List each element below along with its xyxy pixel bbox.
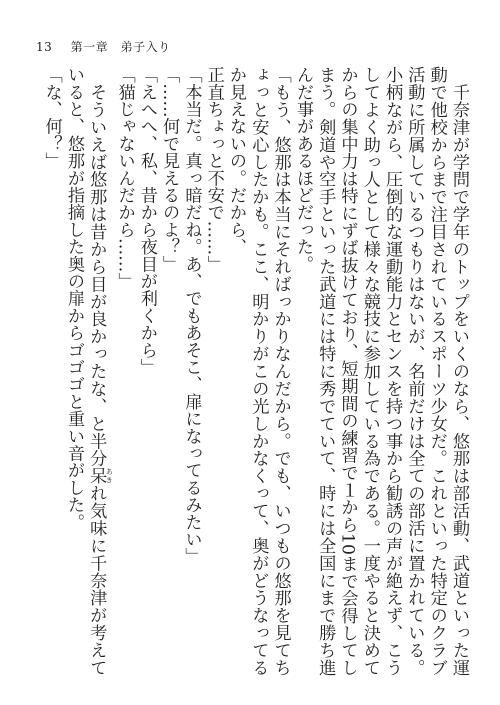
paragraph-dialogue-1-cont: 正直ちょっと不安で……」 — [203, 66, 224, 273]
paragraph-dialogue-1: 「もう、悠那は本当にそればっかりなんだから。でも、いつもの悠那を見てちょっと安心したかも。ここ、明かりがこの光しかなくって、奥がどうなってるか見えないの。だから、 — [226, 66, 291, 676]
ruby-reading: あき — [105, 467, 114, 485]
paragraph-dialogue-6: 「な、何？」 — [41, 66, 62, 170]
page-number: 13 — [36, 40, 53, 54]
paragraph-narration-1: 千奈津が学問で学年のトップをいくのなら、悠那は部活動、武道といった運動で他校からまで注目されているスポーツ少女だ。これといった特定のクラブ活動に所属しているつもりはないが、名前だけは全ての部活に置かれている。小柄ながら、圧倒的な運動能力とセンスを持つ事から勧誘の声が絶えず、こうしてよく助っ人として様々な競技に参加している為である。一度やると決めてからの集中力は特にずば抜けており、短期間の練習で１から10まで会得してしまう。剣道や空手といった武道には特に秀でていて、時には全国にまで勝ち進んだ事があるほどだった。 — [292, 66, 469, 676]
paragraph-narration-2: そういえば悠那は昔から目が良かったな、と半分呆 あきれ気味に千奈津が考えていると、悠那が指摘した奥の扉からゴゴゴと重い音がした。 — [63, 66, 114, 676]
ruby-annotation: 呆 あき — [86, 467, 114, 485]
paragraph-dialogue-5: 「猫じゃないんだから……」 — [114, 66, 135, 290]
running-header — [36, 38, 171, 55]
paragraph-dialogue-4: 「えへへ、私、昔から夜目が利くから」 — [136, 66, 157, 376]
paragraph-dialogue-3: 「……何で見えるのよ？」 — [159, 66, 180, 273]
body-text — [40, 66, 470, 676]
chapter-title: 第一章 弟子入り — [70, 40, 171, 54]
paragraph-dialogue-2: 「本当だ。真っ暗だね。あ、でもあそこ、扉になってるみたい」 — [181, 66, 202, 565]
